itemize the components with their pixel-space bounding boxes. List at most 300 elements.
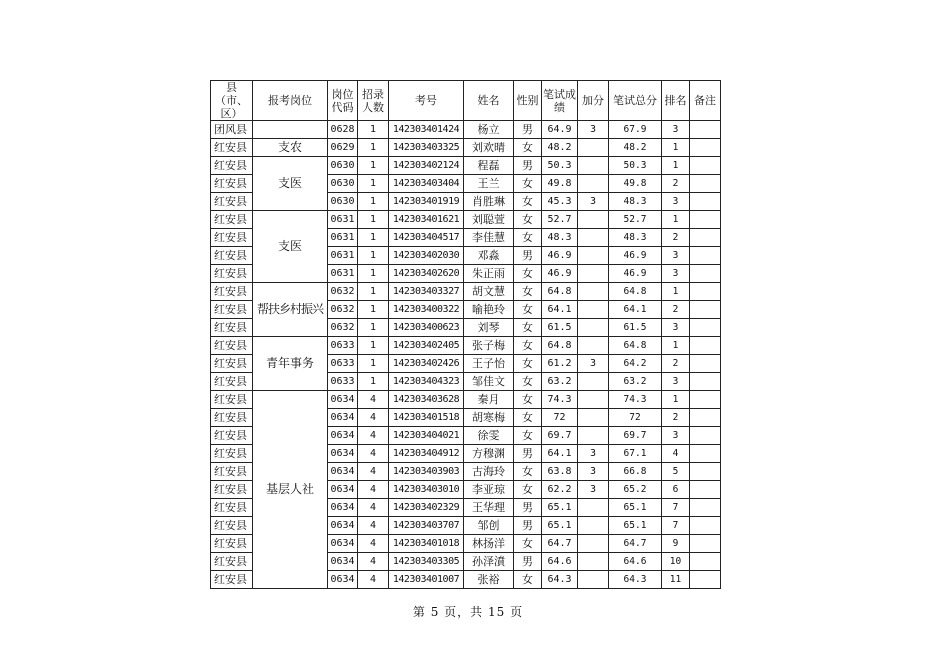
cell-gender: 男 (514, 517, 542, 535)
cell-code: 0634 (328, 445, 358, 463)
cell-code: 0628 (328, 121, 358, 139)
cell-rank: 3 (662, 319, 690, 337)
cell-quota: 4 (358, 499, 389, 517)
cell-total: 64.2 (609, 355, 662, 373)
cell-total: 50.3 (609, 157, 662, 175)
table-row (211, 283, 721, 301)
cell-county: 红安县 (211, 247, 253, 265)
cell-gender: 女 (514, 139, 542, 157)
cell-total: 64.8 (609, 337, 662, 355)
cell-name: 李佳慧 (464, 229, 514, 247)
cell-total: 64.8 (609, 283, 662, 301)
cell-note (690, 337, 721, 355)
cell-gender: 男 (514, 247, 542, 265)
cell-score: 64.9 (542, 121, 578, 139)
cell-name: 王兰 (464, 175, 514, 193)
cell-gender: 女 (514, 175, 542, 193)
cell-rank: 7 (662, 517, 690, 535)
cell-quota: 4 (358, 571, 389, 589)
cell-rank: 7 (662, 499, 690, 517)
cell-score: 46.9 (542, 247, 578, 265)
cell-name: 邹佳文 (464, 373, 514, 391)
cell-post (253, 121, 328, 139)
cell-total: 65.2 (609, 481, 662, 499)
header-score: 笔试成绩 (542, 81, 578, 121)
cell-county: 红安县 (211, 193, 253, 211)
cell-quota: 1 (358, 265, 389, 283)
cell-score: 61.2 (542, 355, 578, 373)
cell-note (690, 535, 721, 553)
cell-quota: 4 (358, 481, 389, 499)
cell-code: 0631 (328, 247, 358, 265)
cell-code: 0634 (328, 391, 358, 409)
cell-bonus (578, 139, 609, 157)
cell-name: 刘聪萱 (464, 211, 514, 229)
cell-post: 帮扶乡村振兴 (253, 283, 328, 337)
cell-note (690, 481, 721, 499)
cell-code: 0632 (328, 319, 358, 337)
cell-name: 刘琴 (464, 319, 514, 337)
cell-bonus (578, 247, 609, 265)
cell-name: 孙泽濆 (464, 553, 514, 571)
cell-score: 69.7 (542, 427, 578, 445)
cell-total: 65.1 (609, 499, 662, 517)
cell-name: 肖胜琳 (464, 193, 514, 211)
cell-county: 红安县 (211, 319, 253, 337)
cell-name: 张裕 (464, 571, 514, 589)
cell-name: 林扬洋 (464, 535, 514, 553)
cell-quota: 4 (358, 517, 389, 535)
cell-gender: 女 (514, 463, 542, 481)
cell-gender: 男 (514, 499, 542, 517)
cell-rank: 3 (662, 373, 690, 391)
cell-score: 65.1 (542, 517, 578, 535)
cell-rank: 1 (662, 139, 690, 157)
cell-note (690, 139, 721, 157)
cell-total: 69.7 (609, 427, 662, 445)
cell-code: 0632 (328, 283, 358, 301)
cell-score: 45.3 (542, 193, 578, 211)
cell-rank: 10 (662, 553, 690, 571)
cell-quota: 4 (358, 535, 389, 553)
cell-gender: 女 (514, 337, 542, 355)
cell-code: 0634 (328, 571, 358, 589)
cell-exam-no: 142303403903 (389, 463, 464, 481)
cell-note (690, 211, 721, 229)
cell-total: 46.9 (609, 247, 662, 265)
cell-rank: 3 (662, 193, 690, 211)
cell-post: 支医 (253, 157, 328, 211)
table-row (211, 211, 721, 229)
cell-bonus (578, 553, 609, 571)
cell-exam-no: 142303402124 (389, 157, 464, 175)
cell-exam-no: 142303403707 (389, 517, 464, 535)
cell-quota: 1 (358, 337, 389, 355)
cell-gender: 女 (514, 373, 542, 391)
cell-note (690, 157, 721, 175)
cell-exam-no: 142303403305 (389, 553, 464, 571)
cell-gender: 男 (514, 121, 542, 139)
cell-bonus: 3 (578, 445, 609, 463)
header-exam-no: 考号 (389, 81, 464, 121)
cell-note (690, 391, 721, 409)
cell-exam-no: 142303400623 (389, 319, 464, 337)
cell-quota: 1 (358, 247, 389, 265)
cell-exam-no: 142303401621 (389, 211, 464, 229)
cell-bonus (578, 517, 609, 535)
cell-post: 支医 (253, 211, 328, 283)
table-row (211, 121, 721, 139)
cell-name: 徐雯 (464, 427, 514, 445)
cell-county: 红安县 (211, 499, 253, 517)
cell-note (690, 355, 721, 373)
cell-score: 63.8 (542, 463, 578, 481)
cell-post: 基层人社 (253, 391, 328, 589)
cell-score: 64.7 (542, 535, 578, 553)
cell-total: 49.8 (609, 175, 662, 193)
cell-note (690, 247, 721, 265)
cell-bonus (578, 373, 609, 391)
cell-score: 64.1 (542, 301, 578, 319)
cell-bonus (578, 319, 609, 337)
cell-bonus (578, 571, 609, 589)
cell-note (690, 571, 721, 589)
cell-note (690, 409, 721, 427)
cell-total: 48.3 (609, 193, 662, 211)
cell-score: 62.2 (542, 481, 578, 499)
cell-rank: 9 (662, 535, 690, 553)
cell-total: 72 (609, 409, 662, 427)
cell-rank: 3 (662, 427, 690, 445)
cell-exam-no: 142303402620 (389, 265, 464, 283)
table-row (211, 139, 721, 157)
header-county: 县（市、区） (211, 81, 253, 121)
cell-gender: 女 (514, 211, 542, 229)
cell-score: 61.5 (542, 319, 578, 337)
cell-code: 0633 (328, 337, 358, 355)
cell-rank: 2 (662, 301, 690, 319)
cell-code: 0634 (328, 481, 358, 499)
cell-score: 64.8 (542, 283, 578, 301)
header-code: 岗位代码 (328, 81, 358, 121)
cell-total: 52.7 (609, 211, 662, 229)
cell-gender: 女 (514, 283, 542, 301)
cell-name: 李亚琼 (464, 481, 514, 499)
cell-rank: 1 (662, 211, 690, 229)
cell-total: 65.1 (609, 517, 662, 535)
cell-exam-no: 142303404517 (389, 229, 464, 247)
cell-county: 红安县 (211, 139, 253, 157)
cell-gender: 女 (514, 409, 542, 427)
cell-rank: 3 (662, 121, 690, 139)
cell-gender: 女 (514, 301, 542, 319)
cell-note (690, 193, 721, 211)
cell-name: 胡文慧 (464, 283, 514, 301)
cell-exam-no: 142303403010 (389, 481, 464, 499)
cell-gender: 男 (514, 553, 542, 571)
cell-county: 红安县 (211, 553, 253, 571)
cell-bonus (578, 391, 609, 409)
cell-bonus (578, 337, 609, 355)
cell-exam-no: 142303403327 (389, 283, 464, 301)
cell-name: 邓淼 (464, 247, 514, 265)
cell-county: 红安县 (211, 481, 253, 499)
cell-rank: 11 (662, 571, 690, 589)
cell-bonus (578, 409, 609, 427)
cell-score: 64.3 (542, 571, 578, 589)
cell-gender: 女 (514, 355, 542, 373)
cell-rank: 1 (662, 283, 690, 301)
cell-gender: 女 (514, 535, 542, 553)
cell-exam-no: 142303403628 (389, 391, 464, 409)
cell-rank: 5 (662, 463, 690, 481)
cell-county: 红安县 (211, 517, 253, 535)
cell-quota: 1 (358, 319, 389, 337)
cell-rank: 2 (662, 355, 690, 373)
cell-total: 64.7 (609, 535, 662, 553)
cell-county: 团风县 (211, 121, 253, 139)
cell-quota: 4 (358, 409, 389, 427)
cell-bonus (578, 427, 609, 445)
cell-bonus (578, 301, 609, 319)
cell-quota: 1 (358, 175, 389, 193)
cell-exam-no: 142303403404 (389, 175, 464, 193)
cell-score: 48.2 (542, 139, 578, 157)
cell-exam-no: 142303402329 (389, 499, 464, 517)
cell-exam-no: 142303402030 (389, 247, 464, 265)
cell-bonus (578, 265, 609, 283)
cell-code: 0633 (328, 355, 358, 373)
cell-score: 52.7 (542, 211, 578, 229)
cell-score: 74.3 (542, 391, 578, 409)
cell-quota: 1 (358, 283, 389, 301)
cell-code: 0630 (328, 157, 358, 175)
cell-bonus (578, 157, 609, 175)
cell-quota: 1 (358, 301, 389, 319)
cell-bonus: 3 (578, 121, 609, 139)
cell-score: 50.3 (542, 157, 578, 175)
cell-county: 红安县 (211, 409, 253, 427)
cell-note (690, 121, 721, 139)
cell-name: 王华理 (464, 499, 514, 517)
header-note: 备注 (690, 81, 721, 121)
cell-code: 0631 (328, 229, 358, 247)
header-gender: 性别 (514, 81, 542, 121)
cell-note (690, 229, 721, 247)
table-body (211, 121, 721, 589)
cell-note (690, 463, 721, 481)
cell-code: 0630 (328, 175, 358, 193)
cell-score: 64.8 (542, 337, 578, 355)
cell-bonus: 3 (578, 193, 609, 211)
cell-exam-no: 142303401018 (389, 535, 464, 553)
cell-gender: 女 (514, 319, 542, 337)
cell-total: 74.3 (609, 391, 662, 409)
table-row (211, 337, 721, 355)
cell-score: 65.1 (542, 499, 578, 517)
cell-code: 0633 (328, 373, 358, 391)
cell-note (690, 445, 721, 463)
score-table (210, 80, 721, 589)
cell-score: 63.2 (542, 373, 578, 391)
cell-code: 0634 (328, 463, 358, 481)
cell-name: 张子梅 (464, 337, 514, 355)
cell-code: 0632 (328, 301, 358, 319)
cell-note (690, 319, 721, 337)
cell-quota: 1 (358, 193, 389, 211)
cell-exam-no: 142303403325 (389, 139, 464, 157)
cell-quota: 1 (358, 139, 389, 157)
cell-county: 红安县 (211, 355, 253, 373)
cell-name: 喻艳玲 (464, 301, 514, 319)
cell-bonus (578, 535, 609, 553)
cell-total: 46.9 (609, 265, 662, 283)
cell-county: 红安县 (211, 175, 253, 193)
cell-quota: 4 (358, 427, 389, 445)
header-total: 笔试总分 (609, 81, 662, 121)
cell-exam-no: 142303404021 (389, 427, 464, 445)
cell-score: 64.6 (542, 553, 578, 571)
cell-exam-no: 142303401518 (389, 409, 464, 427)
cell-rank: 1 (662, 157, 690, 175)
cell-county: 红安县 (211, 445, 253, 463)
cell-quota: 4 (358, 553, 389, 571)
table-row (211, 391, 721, 409)
cell-county: 红安县 (211, 283, 253, 301)
cell-name: 杨立 (464, 121, 514, 139)
cell-quota: 1 (358, 121, 389, 139)
cell-total: 63.2 (609, 373, 662, 391)
cell-exam-no: 142303402405 (389, 337, 464, 355)
cell-county: 红安县 (211, 301, 253, 319)
cell-exam-no: 142303404323 (389, 373, 464, 391)
cell-name: 刘欢晴 (464, 139, 514, 157)
cell-code: 0634 (328, 517, 358, 535)
cell-gender: 女 (514, 265, 542, 283)
cell-county: 红安县 (211, 337, 253, 355)
cell-county: 红安县 (211, 427, 253, 445)
cell-total: 61.5 (609, 319, 662, 337)
cell-rank: 2 (662, 409, 690, 427)
cell-total: 64.3 (609, 571, 662, 589)
cell-gender: 男 (514, 157, 542, 175)
cell-county: 红安县 (211, 391, 253, 409)
cell-name: 王子怡 (464, 355, 514, 373)
cell-gender: 女 (514, 193, 542, 211)
cell-score: 49.8 (542, 175, 578, 193)
cell-rank: 4 (662, 445, 690, 463)
cell-exam-no: 142303400322 (389, 301, 464, 319)
cell-county: 红安县 (211, 463, 253, 481)
cell-total: 64.6 (609, 553, 662, 571)
cell-county: 红安县 (211, 229, 253, 247)
header-post: 报考岗位 (253, 81, 328, 121)
cell-quota: 1 (358, 157, 389, 175)
cell-county: 红安县 (211, 571, 253, 589)
cell-note (690, 265, 721, 283)
cell-total: 64.1 (609, 301, 662, 319)
cell-code: 0629 (328, 139, 358, 157)
cell-gender: 女 (514, 391, 542, 409)
cell-bonus: 3 (578, 355, 609, 373)
cell-gender: 女 (514, 481, 542, 499)
cell-note (690, 175, 721, 193)
cell-county: 红安县 (211, 535, 253, 553)
cell-note (690, 283, 721, 301)
cell-rank: 1 (662, 337, 690, 355)
cell-exam-no: 142303401007 (389, 571, 464, 589)
cell-bonus (578, 229, 609, 247)
header-rank: 排名 (662, 81, 690, 121)
cell-total: 48.3 (609, 229, 662, 247)
cell-note (690, 553, 721, 571)
cell-name: 邹创 (464, 517, 514, 535)
cell-code: 0634 (328, 553, 358, 571)
cell-post: 支农 (253, 139, 328, 157)
cell-note (690, 301, 721, 319)
cell-rank: 2 (662, 175, 690, 193)
cell-total: 67.9 (609, 121, 662, 139)
cell-score: 64.1 (542, 445, 578, 463)
header-bonus: 加分 (578, 81, 609, 121)
page-footer: 第 5 页，共 15 页 (412, 605, 524, 619)
cell-gender: 女 (514, 229, 542, 247)
cell-gender: 男 (514, 445, 542, 463)
cell-note (690, 373, 721, 391)
cell-total: 48.2 (609, 139, 662, 157)
cell-gender: 女 (514, 427, 542, 445)
cell-name: 秦月 (464, 391, 514, 409)
cell-quota: 4 (358, 445, 389, 463)
cell-bonus (578, 175, 609, 193)
cell-name: 朱正雨 (464, 265, 514, 283)
cell-code: 0630 (328, 193, 358, 211)
cell-quota: 4 (358, 463, 389, 481)
cell-code: 0631 (328, 265, 358, 283)
cell-quota: 1 (358, 373, 389, 391)
cell-bonus (578, 283, 609, 301)
cell-bonus: 3 (578, 463, 609, 481)
cell-bonus: 3 (578, 481, 609, 499)
header-name: 姓名 (464, 81, 514, 121)
cell-name: 胡寒梅 (464, 409, 514, 427)
cell-quota: 1 (358, 211, 389, 229)
cell-bonus (578, 499, 609, 517)
cell-county: 红安县 (211, 265, 253, 283)
cell-note (690, 499, 721, 517)
cell-code: 0634 (328, 535, 358, 553)
cell-gender: 女 (514, 571, 542, 589)
cell-name: 方穆渊 (464, 445, 514, 463)
table-row (211, 157, 721, 175)
cell-code: 0634 (328, 409, 358, 427)
cell-name: 古海玲 (464, 463, 514, 481)
cell-quota: 1 (358, 229, 389, 247)
cell-note (690, 427, 721, 445)
cell-name: 程磊 (464, 157, 514, 175)
cell-code: 0634 (328, 499, 358, 517)
cell-exam-no: 142303404912 (389, 445, 464, 463)
cell-rank: 3 (662, 247, 690, 265)
cell-total: 66.8 (609, 463, 662, 481)
cell-rank: 3 (662, 265, 690, 283)
cell-county: 红安县 (211, 211, 253, 229)
cell-exam-no: 142303401424 (389, 121, 464, 139)
cell-rank: 1 (662, 391, 690, 409)
cell-exam-no: 142303401919 (389, 193, 464, 211)
cell-exam-no: 142303402426 (389, 355, 464, 373)
cell-score: 72 (542, 409, 578, 427)
